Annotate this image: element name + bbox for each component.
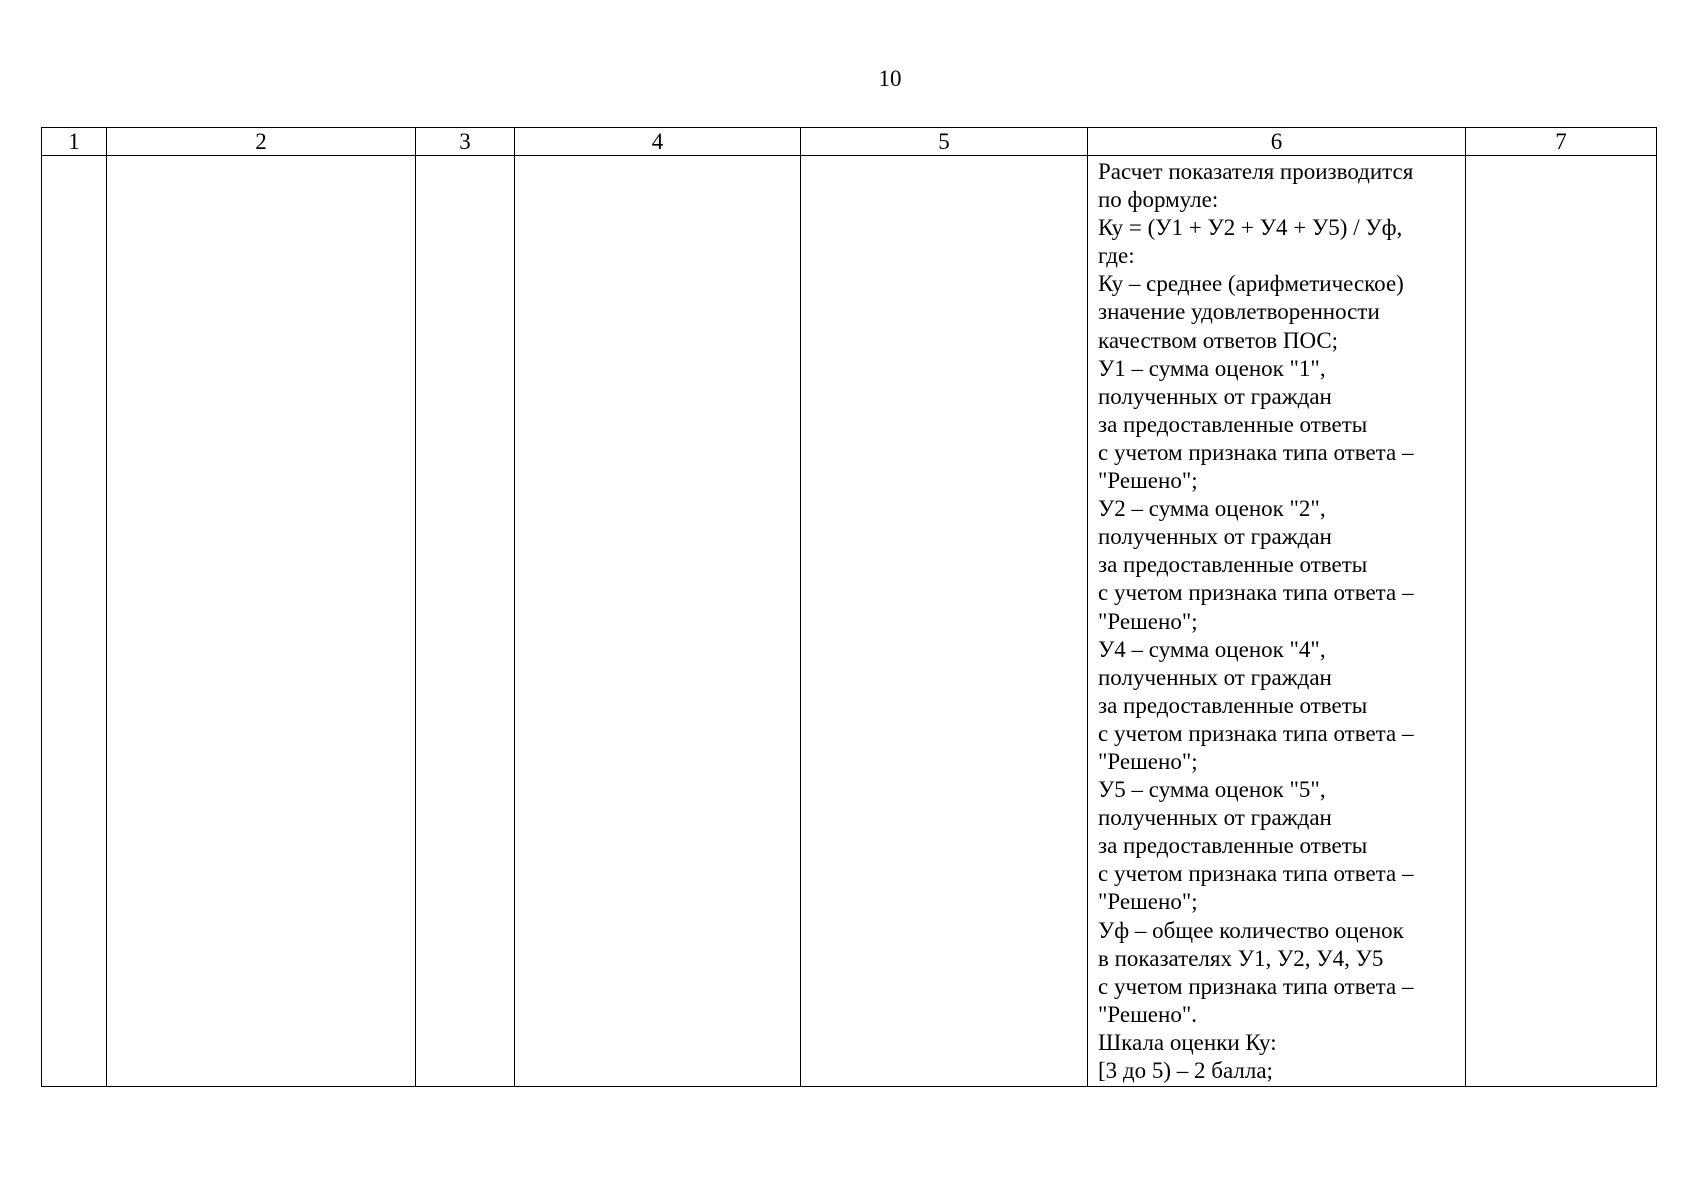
header-row: [42, 128, 1657, 156]
cell-col-4: [515, 156, 801, 1087]
text-line: полученных от граждан: [1098, 383, 1332, 409]
text-line: У4 – сумма оценок "4",: [1098, 636, 1326, 662]
text-line: с учетом признака типа ответа –: [1098, 580, 1414, 606]
table-row: [42, 156, 1657, 1087]
text-line: Ку – среднее (арифметическое): [1098, 271, 1404, 297]
text-line: полученных от граждан: [1098, 524, 1332, 550]
text-line: "Решено";: [1098, 468, 1198, 494]
calculation-description: [1088, 156, 1465, 1085]
text-line: за предоставленные ответы: [1098, 692, 1368, 718]
text-line: Уф – общее количество оценок: [1098, 917, 1404, 943]
column-header-6: 6: [1088, 128, 1466, 156]
text-line: с учетом признака типа ответа –: [1098, 720, 1414, 746]
column-header-2: 2: [107, 128, 416, 156]
text-line: "Решено";: [1098, 748, 1198, 774]
column-header-5: 5: [801, 128, 1088, 156]
text-line: в показателях У1, У2, У4, У5: [1098, 945, 1384, 971]
column-header-4: 4: [515, 128, 801, 156]
text-line: "Решено";: [1098, 889, 1198, 915]
text-line: по формуле:: [1098, 187, 1219, 213]
text-line: за предоставленные ответы: [1098, 411, 1368, 437]
text-line: за предоставленные ответы: [1098, 552, 1368, 578]
cell-col-5: [801, 156, 1088, 1087]
text-line: Ку = (У1 + У2 + У4 + У5) / Уф,: [1098, 215, 1403, 241]
text-line: Шкала оценки Ку:: [1098, 1029, 1277, 1055]
text-line: с учетом признака типа ответа –: [1098, 439, 1414, 465]
text-line: [3 до 5) – 2 балла;: [1098, 1058, 1273, 1083]
cell-col-6: [1088, 156, 1466, 1087]
cell-col-7: [1466, 156, 1657, 1087]
text-line: где:: [1098, 243, 1135, 269]
text-line: У2 – сумма оценок "2",: [1098, 496, 1326, 522]
column-header-7: 7: [1466, 128, 1657, 156]
text-line: полученных от граждан: [1098, 664, 1332, 690]
page-number: 10: [878, 66, 902, 91]
column-header-1: 1: [42, 128, 107, 156]
text-line: за предоставленные ответы: [1098, 833, 1368, 859]
text-line: Расчет показателя производится: [1098, 159, 1414, 184]
text-line: значение удовлетворенности: [1098, 299, 1380, 325]
text-line: У1 – сумма оценок "1",: [1098, 355, 1326, 381]
indicator-table: [41, 127, 1657, 1087]
text-line: с учетом признака типа ответа –: [1098, 861, 1414, 887]
text-line: полученных от граждан: [1098, 805, 1332, 831]
text-line: "Решено";: [1098, 608, 1198, 634]
text-line: У5 – сумма оценок "5",: [1098, 777, 1326, 803]
text-line: "Решено".: [1098, 1001, 1197, 1027]
cell-col-1: [42, 156, 107, 1087]
cell-col-2: [107, 156, 416, 1087]
text-line: с учетом признака типа ответа –: [1098, 973, 1414, 999]
text-line: качеством ответов ПОС;: [1098, 327, 1339, 353]
column-header-3: 3: [416, 128, 515, 156]
cell-col-3: [416, 156, 515, 1087]
